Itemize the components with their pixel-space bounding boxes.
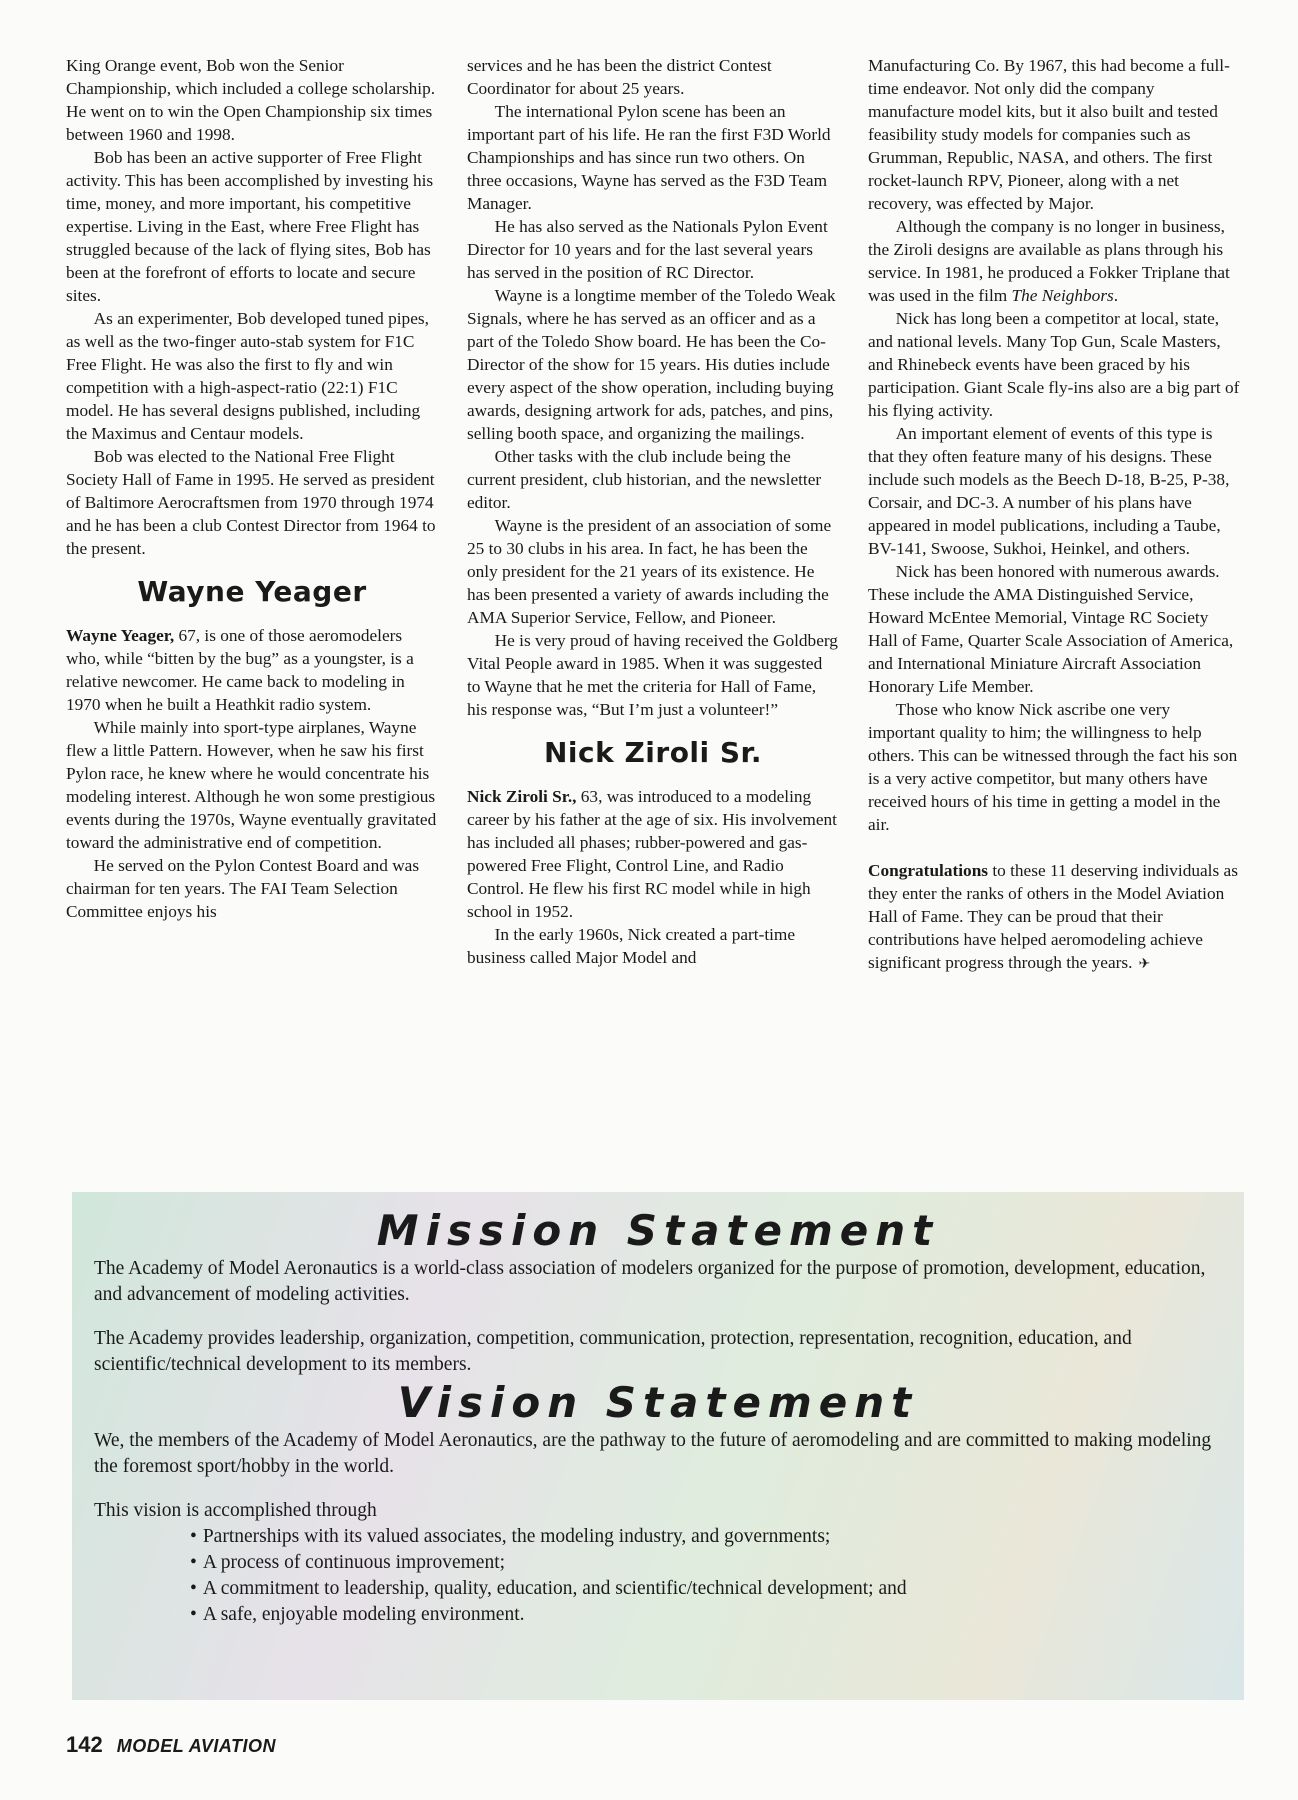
mission-paragraph: The Academy provides leadership, organization, competition, communication, protection, representation, recognition, education, and scientific/technical development to its members.: [94, 1328, 1132, 1375]
paragraph: [868, 215, 1240, 307]
end-mark-icon: ✈: [1138, 957, 1151, 972]
film-title: The Neighbors: [1011, 286, 1114, 305]
mission-vision-box: [72, 1192, 1244, 1700]
paragraph: Other tasks with the club include being the current president, club historian, and the newsletter editor.: [467, 447, 822, 512]
paragraph-text: to these 11 deserving individuals as they enter the ranks of others in the Model Aviation Hall of Fame. They can be proud that their contributions have helped aeromodeling achieve significant progress through the years.: [868, 861, 1238, 972]
paragraph: An important element of events of this type is that they often feature many of his designs. These include such models as the Beech D-18, B-25, P-38, Corsair, and DC-3. A number of his plans have appeared in model publications, including a Taube, BV-141, Swoose, Sukhoi, Heinkel, and others.: [868, 424, 1230, 558]
vision-statement-title: Vision Statement: [397, 1378, 919, 1427]
paragraph: As an experimenter, Bob developed tuned pipes, as well as the two-finger auto-stab system for F1C Free Flight. He was also the first to fly and win competition with a high-aspect-ratio (22:1) F1C model. He has several designs published, including the Maximus and Centaur models.: [66, 309, 429, 443]
paragraph-text: 63, was introduced to a modeling career by his father at the age of six. His involvement has included all phases; rubber-powered and gas-powered Free Flight, Control Line, and Radio Control. He flew his first RC model while in high school in 1952.: [467, 787, 837, 921]
mission-statement-title: Mission Statement: [376, 1206, 940, 1255]
page-number: 142: [66, 1732, 103, 1757]
paragraph: He served on the Pylon Contest Board and was chairman for ten years. The FAI Team Selection Committee enjoys his: [66, 856, 420, 921]
lead-name: Nick Ziroli Sr.,: [467, 787, 577, 806]
vision-paragraph: We, the members of the Academy of Model Aeronautics, are the pathway to the future of aeromodeling and are committed to making modeling the foremost sport/hobby in the world.: [94, 1430, 1212, 1477]
paragraph: Manufacturing Co. By 1967, this had become a full-time endeavor. Not only did the company manufacture model kits, but it also built and tested feasibility study models for companies such as Grumman, Republic, NASA, and others. The first rocket-launch RPV, Pioneer, along with a net recovery, was effected by Major.: [868, 56, 1230, 213]
paragraph: In the early 1960s, Nick created a part-time business called Major Model and: [467, 925, 796, 967]
paragraph: [467, 785, 839, 923]
paragraph-text: 67, is one of those aeromodelers who, while “bitten by the bug” as a youngster, is a relative newcomer. He came back to modeling in 1970 when he built a Heathkit radio system.: [66, 626, 414, 714]
vision-paragraph: This vision is accomplished through: [94, 1500, 377, 1521]
page-footer: [66, 1732, 276, 1762]
paragraph: [868, 859, 1240, 976]
section-heading-wayne-yeager: Wayne Yeager: [137, 575, 367, 608]
section-heading-nick-ziroli: Nick Ziroli Sr.: [543, 736, 762, 769]
lead-name: Wayne Yeager,: [66, 626, 175, 645]
magazine-name: MODEL AVIATION: [116, 1736, 277, 1756]
paragraph: Wayne is a longtime member of the Toledo Weak Signals, where he has served as an officer and as a part of the Toledo Show board. He has been the Co-Director of the show for 15 years. His duties include every aspect of the show operation, including buying awards, designing artwork for ads, patches, and pins, selling booth space, and organizing the mailings.: [467, 286, 836, 443]
paragraph: services and he has been the district Contest Coordinator for about 25 years.: [467, 56, 772, 98]
column-1: [66, 54, 438, 1186]
paragraph: Nick has long been a competitor at local, state, and national levels. Many Top Gun, Scale Masters, and Rhinebeck events have been graced by his participation. Giant Scale fly-ins also are a big part of his flying activity.: [868, 309, 1240, 420]
vision-bullet-list: [94, 1524, 1222, 1628]
paragraph-text: Although the company is no longer in business, the Ziroli designs are available as plans through his service. In 1981, he produced a Fokker Triplane that was used in the film: [868, 217, 1230, 305]
paragraph: Wayne is the president of an association of some 25 to 30 clubs in his area. In fact, he has been the only president for the 21 years of its existence. He has been presented a variety of awards including the AMA Superior Service, Fellow, and Pioneer.: [467, 516, 832, 627]
paragraph: Nick has been honored with numerous awards. These include the AMA Distinguished Service, Howard McEntee Memorial, Vintage RC Society Hall of Fame, Quarter Scale Association of America, and International Miniature Aircraft Association Honorary Life Member.: [868, 562, 1234, 696]
vision-bullet: • Partnerships with its valued associates, the modeling industry, and governments;: [190, 1524, 1222, 1550]
paragraph: Bob was elected to the National Free Flight Society Hall of Fame in 1995. He served as president of Baltimore Aerocraftsmen from 1970 through 1974 and he has been a club Contest Director from 1964 to the present.: [66, 447, 436, 558]
paragraph: The international Pylon scene has been an important part of his life. He ran the first F3D World Championships and has since run two others. On three occasions, Wayne has served as the F3D Team Manager.: [467, 102, 831, 213]
paragraph: [66, 624, 438, 716]
paragraph-text: .: [1113, 286, 1119, 305]
paragraph: While mainly into sport-type airplanes, Wayne flew a little Pattern. However, when he saw his first Pylon race, he knew where he would concentrate his modeling interest. Although he won some prestigious events during the 1970s, Wayne eventually gravitated toward the administrative end of competition.: [66, 718, 437, 852]
lead-word: Congratulations: [868, 861, 989, 880]
article-columns: [66, 54, 1240, 1186]
paragraph: King Orange event, Bob won the Senior Championship, which included a college scholarship. He went on to win the Open Championship six times between 1960 and 1998.: [66, 56, 436, 144]
vision-bullet: • A commitment to leadership, quality, education, and scientific/technical development; and: [190, 1576, 1222, 1602]
vision-bullet: • A safe, enjoyable modeling environment.: [190, 1602, 1222, 1628]
mission-paragraph: The Academy of Model Aeronautics is a world-class association of modelers organized for the purpose of promotion, development, education, and advancement of modeling activities.: [94, 1258, 1206, 1305]
column-2: [467, 54, 839, 1186]
vision-bullet: • A process of continuous improvement;: [190, 1550, 1222, 1576]
column-3: [868, 54, 1240, 1186]
paragraph: He has also served as the Nationals Pylon Event Director for 10 years and for the last several years has served in the position of RC Director.: [467, 217, 828, 282]
paragraph: He is very proud of having received the Goldberg Vital People award in 1985. When it was suggested to Wayne that he met the criteria for Hall of Fame, his response was, “But I’m just a volunteer!”: [467, 631, 838, 719]
paragraph: Those who know Nick ascribe one very important quality to him; the willingness to help others. This can be witnessed through the fact his son is a very active competitor, but many others have received hours of his time in getting a model in the air.: [868, 700, 1238, 834]
paragraph: Bob has been an active supporter of Free Flight activity. This has been accomplished by investing his time, money, and more important, his competitive expertise. Living in the East, where Free Flight has struggled because of the lack of flying sites, Bob has been at the forefront of efforts to locate and secure sites.: [66, 148, 434, 305]
